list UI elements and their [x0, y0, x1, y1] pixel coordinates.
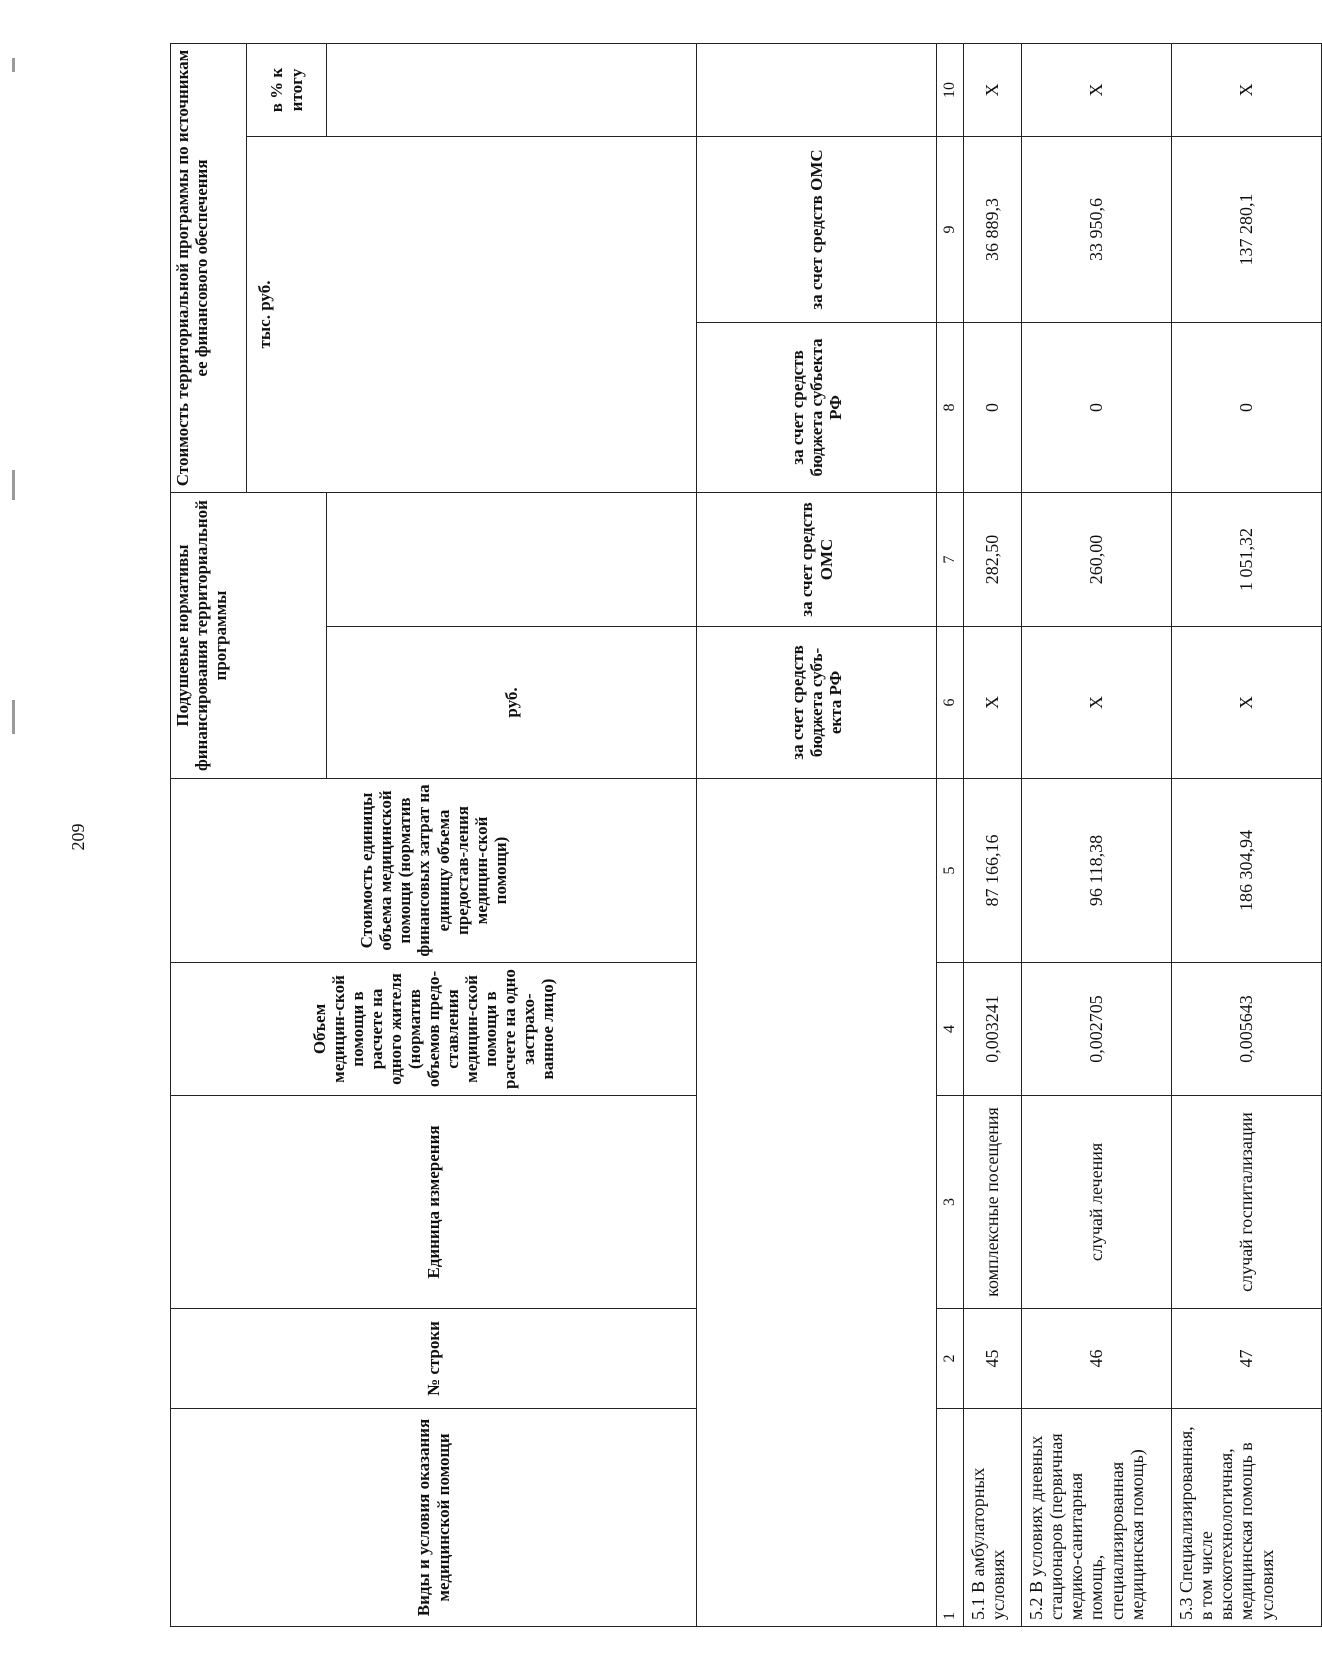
header-percent-of-total: в % к итогу: [247, 44, 327, 137]
cell-unit: комплексные посещения: [963, 1096, 1021, 1309]
cell-volume: 0,003241: [963, 963, 1021, 1096]
header-unit: Единица измерения: [171, 1096, 697, 1309]
cell-volume: 0,005643: [1171, 963, 1321, 1096]
scan-mark-middle: [12, 470, 15, 500]
cell-type: 5.2 В условиях дневных стационаров (первичная медико-санитарная помощь, специализированная медицинская помощь): [1021, 1409, 1171, 1627]
header-budget-thousand: за счет средств бюджета субъекта РФ: [697, 323, 937, 493]
cell-budget-rub: Х: [963, 627, 1021, 779]
table-row: [1171, 44, 1321, 1627]
cell-unit: случай госпитализации: [1171, 1096, 1321, 1309]
column-number: 5: [937, 779, 964, 963]
header-empty-percent: [327, 44, 697, 137]
cell-percent: Х: [1021, 44, 1171, 137]
header-type: Виды и условия оказания медицинской помощи: [171, 1409, 697, 1627]
column-number: 7: [937, 493, 964, 627]
column-number: 10: [937, 44, 964, 137]
cell-type: 5.1 В амбулаторных условиях: [963, 1409, 1021, 1627]
cell-budget-thousand: 0: [1021, 323, 1171, 493]
header-volume: Объем медицин-ской помощи в расчете на одного жителя (норматив объемов предо-ставления медицин-ской помощи в расчете на одно застрахо-ванное лицо): [171, 963, 697, 1096]
financing-table: [170, 43, 1322, 1627]
cell-line-no: 45: [963, 1309, 1021, 1409]
cell-oms-rub: 282,50: [963, 493, 1021, 627]
column-number: 3: [937, 1096, 964, 1309]
header-line-no: № строки: [171, 1309, 697, 1409]
scan-mark-top: [12, 58, 15, 72]
cell-budget-thousand: 0: [1171, 323, 1321, 493]
header-empty-rub: [327, 493, 697, 627]
header-budget-subject: за счет средств бюджета субъ-екта РФ: [697, 627, 937, 779]
cell-unit-cost: 96 118,38: [1021, 779, 1171, 963]
header-oms-rub: за счет средств ОМС: [697, 493, 937, 627]
cell-unit: случай лечения: [1021, 1096, 1171, 1309]
cell-percent: Х: [1171, 44, 1321, 137]
table-row: [963, 44, 1021, 1627]
header-rub: руб.: [501, 687, 521, 718]
header-per-capita-group: Подушевые нормативы финансирования территориальной программы: [171, 493, 327, 779]
header-thousand-rub: тыс. руб.: [247, 137, 697, 493]
cell-volume: 0,002705: [1021, 963, 1171, 1096]
cell-type: 5.3 Специализированная, в том числе высокотехнологичная, медицинская помощь в условиях: [1171, 1409, 1321, 1627]
table-row: [1021, 44, 1171, 1627]
header-unit-cost: Стоимость единицы объема медицинской помощи (норматив финансовых затрат на единицу объема предостав-ления медицин-ской помощи): [171, 779, 697, 963]
cell-oms-thousand: 36 889,3: [963, 137, 1021, 323]
cell-unit-cost: 87 166,16: [963, 779, 1021, 963]
cell-budget-thousand: 0: [963, 323, 1021, 493]
header-percent-blank: [697, 44, 937, 137]
scan-mark-lower: [12, 700, 15, 734]
page-number: 209: [68, 823, 88, 851]
cell-unit-cost: 186 304,94: [1171, 779, 1321, 963]
header-oms-thousand: за счет средств ОМС: [697, 137, 937, 323]
column-number: 6: [937, 627, 964, 779]
cell-oms-thousand: 33 950,6: [1021, 137, 1171, 323]
cell-oms-rub: 1 051,32: [1171, 493, 1321, 627]
cell-oms-rub: 260,00: [1021, 493, 1171, 627]
cell-budget-rub: Х: [1171, 627, 1321, 779]
cell-oms-thousand: 137 280,1: [1171, 137, 1321, 323]
column-number: 1: [937, 1409, 964, 1627]
header-cost-group: Стоимость территориальной программы по источникам ее финансового обеспечения: [171, 44, 247, 493]
header-budget-rub: [327, 627, 697, 779]
rotated-table-wrapper: [170, 44, 1277, 1627]
column-number: 2: [937, 1309, 964, 1409]
cell-budget-rub: Х: [1021, 627, 1171, 779]
cell-percent: Х: [963, 44, 1021, 137]
cell-line-no: 47: [1171, 1309, 1321, 1409]
column-number: 4: [937, 963, 964, 1096]
cell-line-no: 46: [1021, 1309, 1171, 1409]
column-number: 9: [937, 137, 964, 323]
column-number: 8: [937, 323, 964, 493]
column-number-row: [937, 44, 964, 1627]
header-spacer: [697, 779, 937, 1627]
